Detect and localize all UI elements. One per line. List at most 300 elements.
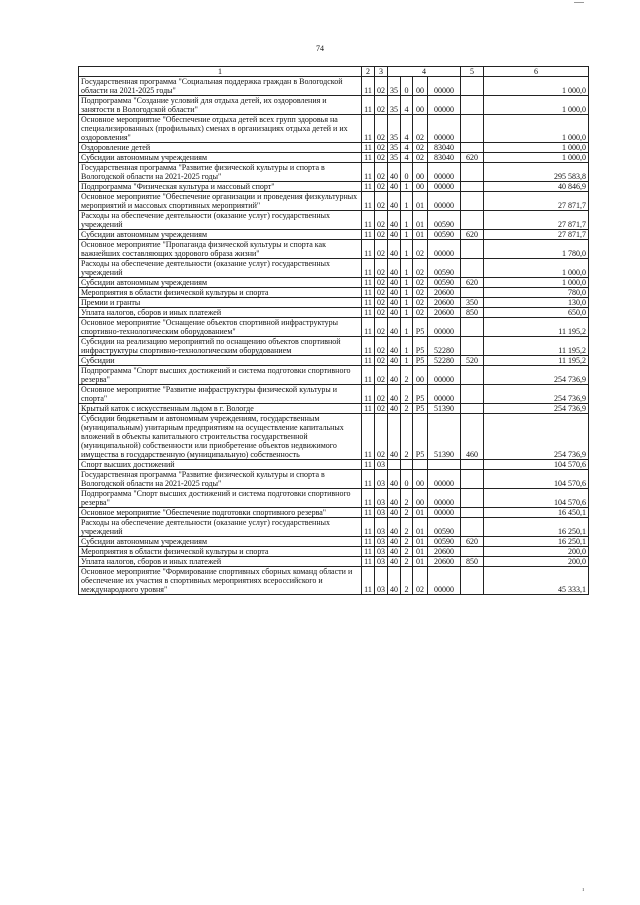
row-podrazdel: 02	[375, 356, 388, 366]
row-code-subprogram: 2	[401, 489, 413, 508]
row-amount: 200,0	[484, 557, 589, 567]
row-code-direction: 83040	[428, 153, 461, 163]
row-amount: 1 780,0	[484, 240, 589, 259]
row-podrazdel: 02	[375, 288, 388, 298]
row-podrazdel: 03	[375, 460, 388, 470]
row-code-event: 01	[413, 518, 428, 537]
row-razdel: 11	[362, 298, 375, 308]
row-code-direction: 00590	[428, 278, 461, 288]
row-code-event: 00	[413, 366, 428, 385]
row-amount: 27 871,7	[484, 230, 589, 240]
row-razdel: 11	[362, 96, 375, 115]
row-amount: 130,0	[484, 298, 589, 308]
row-amount: 1 000,0	[484, 115, 589, 143]
row-podrazdel: 02	[375, 278, 388, 288]
row-name: Субсидии автономным учреждениям	[79, 153, 362, 163]
row-code-event: 02	[413, 298, 428, 308]
table-row	[79, 298, 589, 308]
row-name: Подпрограмма "Спорт высших достижений и система подготовки спортивного резерва"	[79, 366, 362, 385]
row-podrazdel: 02	[375, 308, 388, 318]
row-code-program: 40	[388, 240, 401, 259]
row-razdel: 11	[362, 557, 375, 567]
row-podrazdel: 02	[375, 182, 388, 192]
row-name: Субсидии	[79, 356, 362, 366]
row-razdel: 11	[362, 278, 375, 288]
row-code-subprogram: 0	[401, 470, 413, 489]
row-code-program: 40	[388, 308, 401, 318]
row-code-subprogram: 4	[401, 96, 413, 115]
row-razdel: 11	[362, 182, 375, 192]
row-code-subprogram: 1	[401, 318, 413, 337]
row-name: Государственная программа "Социальная поддержка граждан в Вологодской области на 2021-2025 годы"	[79, 77, 362, 96]
row-code-program: 40	[388, 163, 401, 182]
row-razdel: 11	[362, 211, 375, 230]
row-amount: 200,0	[484, 547, 589, 557]
row-razdel: 11	[362, 537, 375, 547]
row-code-program: 40	[388, 192, 401, 211]
row-razdel: 11	[362, 356, 375, 366]
row-expense-type	[461, 518, 484, 537]
table-row	[79, 96, 589, 115]
row-name: Премии и гранты	[79, 298, 362, 308]
row-expense-type	[461, 182, 484, 192]
row-razdel: 11	[362, 318, 375, 337]
row-code-program: 35	[388, 96, 401, 115]
row-code-subprogram: 1	[401, 288, 413, 298]
row-code-subprogram: 4	[401, 143, 413, 153]
row-amount: 780,0	[484, 288, 589, 298]
row-podrazdel: 02	[375, 115, 388, 143]
row-code-event: 00	[413, 96, 428, 115]
row-code-subprogram: 2	[401, 414, 413, 460]
row-amount: 650,0	[484, 308, 589, 318]
row-code-subprogram: 1	[401, 211, 413, 230]
row-code-program: 40	[388, 259, 401, 278]
row-code-event: 00	[413, 163, 428, 182]
row-code-event: 01	[413, 211, 428, 230]
row-code-program: 35	[388, 143, 401, 153]
table-row	[79, 211, 589, 230]
budget-table	[78, 66, 589, 595]
row-code-program: 40	[388, 508, 401, 518]
table-row	[79, 518, 589, 537]
table-row	[79, 414, 589, 460]
row-podrazdel: 02	[375, 298, 388, 308]
table-header-row	[79, 67, 589, 77]
row-razdel: 11	[362, 489, 375, 508]
row-name: Субсидии автономным учреждениям	[79, 278, 362, 288]
row-podrazdel: 02	[375, 192, 388, 211]
row-code-program: 40	[388, 211, 401, 230]
row-razdel: 11	[362, 470, 375, 489]
row-podrazdel: 03	[375, 557, 388, 567]
row-podrazdel: 02	[375, 414, 388, 460]
row-expense-type	[461, 337, 484, 356]
table-row	[79, 557, 589, 567]
row-name: Расходы на обеспечение деятельности (оказание услуг) государственных учреждений	[79, 518, 362, 537]
row-code-event: 01	[413, 547, 428, 557]
row-code-subprogram: 2	[401, 518, 413, 537]
row-code-event: P5	[413, 356, 428, 366]
row-podrazdel: 03	[375, 537, 388, 547]
row-code-direction	[428, 460, 461, 470]
row-expense-type	[461, 192, 484, 211]
row-razdel: 11	[362, 404, 375, 414]
row-podrazdel: 02	[375, 163, 388, 182]
table-row	[79, 77, 589, 96]
row-code-event: 02	[413, 259, 428, 278]
row-name: Субсидии бюджетным и автономным учреждениям, государственным (муниципальным) унитарным предприятиям на осуществление капитальных вложений в объекты капитального строительства государственной (муниципальной) собственности или приобретение объектов недвижимого имущества в государственную (муниципальную) собственность	[79, 414, 362, 460]
row-code-direction: 52280	[428, 337, 461, 356]
row-code-subprogram: 1	[401, 337, 413, 356]
row-podrazdel: 02	[375, 143, 388, 153]
row-code-subprogram: 1	[401, 240, 413, 259]
row-code-program: 40	[388, 489, 401, 508]
corner-scan-mark	[574, 2, 584, 4]
row-name: Субсидии автономным учреждениям	[79, 230, 362, 240]
header-col-4: 4	[388, 67, 461, 77]
row-amount: 1 000,0	[484, 96, 589, 115]
row-code-subprogram	[401, 460, 413, 470]
row-expense-type	[461, 115, 484, 143]
table-row	[79, 115, 589, 143]
row-code-event: 02	[413, 240, 428, 259]
header-col-1: 1	[79, 67, 362, 77]
row-code-event: 01	[413, 230, 428, 240]
row-code-direction: 20600	[428, 547, 461, 557]
table-row	[79, 567, 589, 595]
row-razdel: 11	[362, 288, 375, 298]
table-row	[79, 460, 589, 470]
row-code-subprogram: 1	[401, 230, 413, 240]
row-code-subprogram: 2	[401, 537, 413, 547]
table-row	[79, 537, 589, 547]
row-code-event: 02	[413, 153, 428, 163]
row-podrazdel: 02	[375, 77, 388, 96]
row-expense-type: 620	[461, 153, 484, 163]
table-row	[79, 163, 589, 182]
row-podrazdel: 03	[375, 489, 388, 508]
row-code-direction: 00590	[428, 259, 461, 278]
row-razdel: 11	[362, 259, 375, 278]
row-code-direction: 20600	[428, 288, 461, 298]
row-code-direction: 00000	[428, 318, 461, 337]
row-amount: 45 333,1	[484, 567, 589, 595]
row-name: Подпрограмма "Спорт высших достижений и система подготовки спортивного резерва"	[79, 489, 362, 508]
row-razdel: 11	[362, 385, 375, 404]
row-code-event: P5	[413, 318, 428, 337]
row-podrazdel: 03	[375, 567, 388, 595]
table-row	[79, 470, 589, 489]
row-amount: 1 000,0	[484, 278, 589, 288]
row-code-direction: 20600	[428, 308, 461, 318]
table-row	[79, 337, 589, 356]
row-amount: 16 250,1	[484, 537, 589, 547]
row-podrazdel: 03	[375, 470, 388, 489]
row-razdel: 11	[362, 153, 375, 163]
row-code-program: 40	[388, 318, 401, 337]
row-amount: 104 570,6	[484, 460, 589, 470]
row-razdel: 11	[362, 115, 375, 143]
row-code-subprogram: 0	[401, 77, 413, 96]
table-row	[79, 318, 589, 337]
table-row	[79, 143, 589, 153]
row-podrazdel: 02	[375, 318, 388, 337]
row-code-event: 00	[413, 182, 428, 192]
row-expense-type	[461, 470, 484, 489]
row-name: Спорт высших достижений	[79, 460, 362, 470]
row-podrazdel: 02	[375, 153, 388, 163]
table-row	[79, 153, 589, 163]
row-code-event: 02	[413, 308, 428, 318]
table-row	[79, 182, 589, 192]
row-code-program: 40	[388, 366, 401, 385]
table-row	[79, 547, 589, 557]
row-code-subprogram: 2	[401, 385, 413, 404]
row-code-event: 02	[413, 278, 428, 288]
row-code-direction: 00590	[428, 518, 461, 537]
row-code-subprogram: 2	[401, 404, 413, 414]
header-col-3: 3	[375, 67, 388, 77]
row-podrazdel: 02	[375, 404, 388, 414]
row-code-program: 35	[388, 153, 401, 163]
row-expense-type: 850	[461, 308, 484, 318]
row-code-direction: 20600	[428, 557, 461, 567]
table-row	[79, 489, 589, 508]
row-amount: 40 846,9	[484, 182, 589, 192]
row-name: Уплата налогов, сборов и иных платежей	[79, 557, 362, 567]
row-code-direction: 00590	[428, 211, 461, 230]
row-code-program: 40	[388, 385, 401, 404]
row-razdel: 11	[362, 163, 375, 182]
row-podrazdel: 03	[375, 518, 388, 537]
row-podrazdel: 02	[375, 337, 388, 356]
row-code-subprogram: 4	[401, 115, 413, 143]
row-code-event: 01	[413, 508, 428, 518]
row-expense-type	[461, 77, 484, 96]
row-code-subprogram: 1	[401, 298, 413, 308]
row-code-direction: 00000	[428, 77, 461, 96]
row-code-event: 02	[413, 288, 428, 298]
row-code-subprogram: 1	[401, 192, 413, 211]
row-podrazdel: 02	[375, 385, 388, 404]
row-razdel: 11	[362, 230, 375, 240]
row-code-direction: 00590	[428, 537, 461, 547]
row-code-program: 40	[388, 182, 401, 192]
row-code-program: 40	[388, 547, 401, 557]
row-code-direction: 51390	[428, 404, 461, 414]
row-name: Оздоровление детей	[79, 143, 362, 153]
row-code-subprogram: 1	[401, 278, 413, 288]
row-code-event: P5	[413, 414, 428, 460]
table-row	[79, 230, 589, 240]
row-expense-type: 520	[461, 356, 484, 366]
row-amount: 16 250,1	[484, 518, 589, 537]
row-code-subprogram: 2	[401, 547, 413, 557]
row-name: Основное мероприятие "Формирование спортивных сборных команд области и обеспечение их участия в спортивных мероприятиях всероссийского и международного уровня"	[79, 567, 362, 595]
edge-mark: ı	[582, 887, 584, 893]
row-name: Основное мероприятие "Обеспечение подготовки спортивного резерва"	[79, 508, 362, 518]
row-amount: 1 000,0	[484, 153, 589, 163]
row-code-direction: 00000	[428, 115, 461, 143]
row-amount: 27 871,7	[484, 211, 589, 230]
row-code-direction: 00000	[428, 366, 461, 385]
row-code-subprogram: 2	[401, 508, 413, 518]
row-razdel: 11	[362, 366, 375, 385]
row-amount: 254 736,9	[484, 414, 589, 460]
row-code-program: 40	[388, 298, 401, 308]
row-code-program: 40	[388, 404, 401, 414]
row-podrazdel: 02	[375, 230, 388, 240]
row-code-event: 02	[413, 143, 428, 153]
row-name: Основное мероприятие "Оснащение объектов спортивной инфраструктуры спортивно-технологическим оборудованием"	[79, 318, 362, 337]
row-podrazdel: 02	[375, 96, 388, 115]
row-amount: 254 736,9	[484, 385, 589, 404]
row-code-event: 02	[413, 115, 428, 143]
row-name: Основное мероприятие "Развитие инфраструктуры физической культуры и спорта"	[79, 385, 362, 404]
row-code-subprogram: 1	[401, 259, 413, 278]
row-expense-type	[461, 567, 484, 595]
row-code-direction: 00000	[428, 470, 461, 489]
row-expense-type	[461, 211, 484, 230]
row-code-subprogram: 0	[401, 163, 413, 182]
table-row	[79, 192, 589, 211]
row-podrazdel: 03	[375, 508, 388, 518]
row-expense-type	[461, 366, 484, 385]
table-row	[79, 278, 589, 288]
row-code-direction: 52280	[428, 356, 461, 366]
row-code-subprogram: 2	[401, 557, 413, 567]
row-code-event	[413, 460, 428, 470]
row-expense-type	[461, 143, 484, 153]
row-amount: 16 450,1	[484, 508, 589, 518]
row-expense-type	[461, 460, 484, 470]
row-expense-type	[461, 318, 484, 337]
row-amount: 1 000,0	[484, 143, 589, 153]
header-col-6: 6	[484, 67, 589, 77]
row-code-program: 40	[388, 414, 401, 460]
row-code-direction: 83040	[428, 143, 461, 153]
row-code-program: 40	[388, 288, 401, 298]
row-expense-type: 620	[461, 230, 484, 240]
row-code-direction: 00000	[428, 182, 461, 192]
row-name: Субсидии на реализацию мероприятий по оснащению объектов спортивной инфраструктуры спортивно-технологическим оборудованием	[79, 337, 362, 356]
table-row	[79, 385, 589, 404]
row-name: Основное мероприятие "Пропаганда физической культуры и спорта как важнейших составляющих здорового образа жизни"	[79, 240, 362, 259]
row-expense-type	[461, 547, 484, 557]
row-code-event: 00	[413, 489, 428, 508]
row-expense-type: 850	[461, 557, 484, 567]
row-amount: 11 195,2	[484, 318, 589, 337]
row-code-direction: 00000	[428, 192, 461, 211]
row-amount: 11 195,2	[484, 356, 589, 366]
row-razdel: 11	[362, 547, 375, 557]
row-code-program: 40	[388, 567, 401, 595]
row-name: Уплата налогов, сборов и иных платежей	[79, 308, 362, 318]
row-podrazdel: 02	[375, 240, 388, 259]
row-razdel: 11	[362, 240, 375, 259]
page-number: 74	[316, 44, 324, 53]
row-code-event: 01	[413, 557, 428, 567]
table-row	[79, 356, 589, 366]
row-amount: 27 871,7	[484, 192, 589, 211]
row-name: Основное мероприятие "Обеспечение отдыха детей всех групп здоровья на специализированных (профильных) сменах в организациях отдыха детей и их оздоровления"	[79, 115, 362, 143]
row-code-program: 40	[388, 356, 401, 366]
row-podrazdel: 03	[375, 547, 388, 557]
row-name: Подпрограмма "Создание условий для отдыха детей, их оздоровления и занятости в Вологодской области"	[79, 96, 362, 115]
header-col-5: 5	[461, 67, 484, 77]
row-expense-type	[461, 96, 484, 115]
row-expense-type: 460	[461, 414, 484, 460]
row-name: Мероприятия в области физической культуры и спорта	[79, 547, 362, 557]
row-code-event: P5	[413, 385, 428, 404]
row-code-direction: 00000	[428, 96, 461, 115]
row-code-subprogram: 2	[401, 567, 413, 595]
row-expense-type	[461, 489, 484, 508]
row-razdel: 11	[362, 308, 375, 318]
row-name: Подпрограмма "Физическая культура и массовый спорт"	[79, 182, 362, 192]
row-amount: 254 736,9	[484, 366, 589, 385]
row-code-program	[388, 460, 401, 470]
row-podrazdel: 02	[375, 211, 388, 230]
row-amount: 104 570,6	[484, 489, 589, 508]
row-code-program: 40	[388, 537, 401, 547]
row-name: Расходы на обеспечение деятельности (оказание услуг) государственных учреждений	[79, 211, 362, 230]
row-expense-type	[461, 508, 484, 518]
row-code-direction: 00000	[428, 508, 461, 518]
row-razdel: 11	[362, 567, 375, 595]
row-name: Субсидии автономным учреждениям	[79, 537, 362, 547]
row-code-program: 40	[388, 337, 401, 356]
table-row	[79, 308, 589, 318]
row-code-direction: 00000	[428, 567, 461, 595]
row-expense-type	[461, 385, 484, 404]
row-code-event: 00	[413, 77, 428, 96]
row-code-event: 00	[413, 470, 428, 489]
row-code-direction: 00590	[428, 230, 461, 240]
row-name: Основное мероприятие "Обеспечение организации и проведения физкультурных мероприятий и массовых спортивных мероприятий"	[79, 192, 362, 211]
table-row	[79, 404, 589, 414]
table-row	[79, 366, 589, 385]
row-razdel: 11	[362, 192, 375, 211]
row-code-direction: 51390	[428, 414, 461, 460]
table-row	[79, 240, 589, 259]
row-amount: 254 736,9	[484, 404, 589, 414]
row-name: Мероприятия в области физической культуры и спорта	[79, 288, 362, 298]
row-name: Государственная программа "Развитие физической культуры и спорта в Вологодской области на 2021-2025 годы"	[79, 470, 362, 489]
row-podrazdel: 02	[375, 366, 388, 385]
row-razdel: 11	[362, 77, 375, 96]
row-code-direction: 00000	[428, 240, 461, 259]
header-col-2: 2	[362, 67, 375, 77]
row-razdel: 11	[362, 414, 375, 460]
row-amount: 11 195,2	[484, 337, 589, 356]
row-expense-type	[461, 259, 484, 278]
table-row	[79, 259, 589, 278]
table-row	[79, 288, 589, 298]
row-code-subprogram: 4	[401, 153, 413, 163]
row-code-event: P5	[413, 404, 428, 414]
row-expense-type	[461, 163, 484, 182]
row-code-direction: 20600	[428, 298, 461, 308]
row-code-direction: 00000	[428, 489, 461, 508]
row-code-program: 40	[388, 518, 401, 537]
row-amount: 1 000,0	[484, 259, 589, 278]
row-name: Крытый каток с искусственным льдом в г. Вологде	[79, 404, 362, 414]
row-code-event: 01	[413, 537, 428, 547]
row-podrazdel: 02	[375, 259, 388, 278]
row-code-direction: 00000	[428, 385, 461, 404]
